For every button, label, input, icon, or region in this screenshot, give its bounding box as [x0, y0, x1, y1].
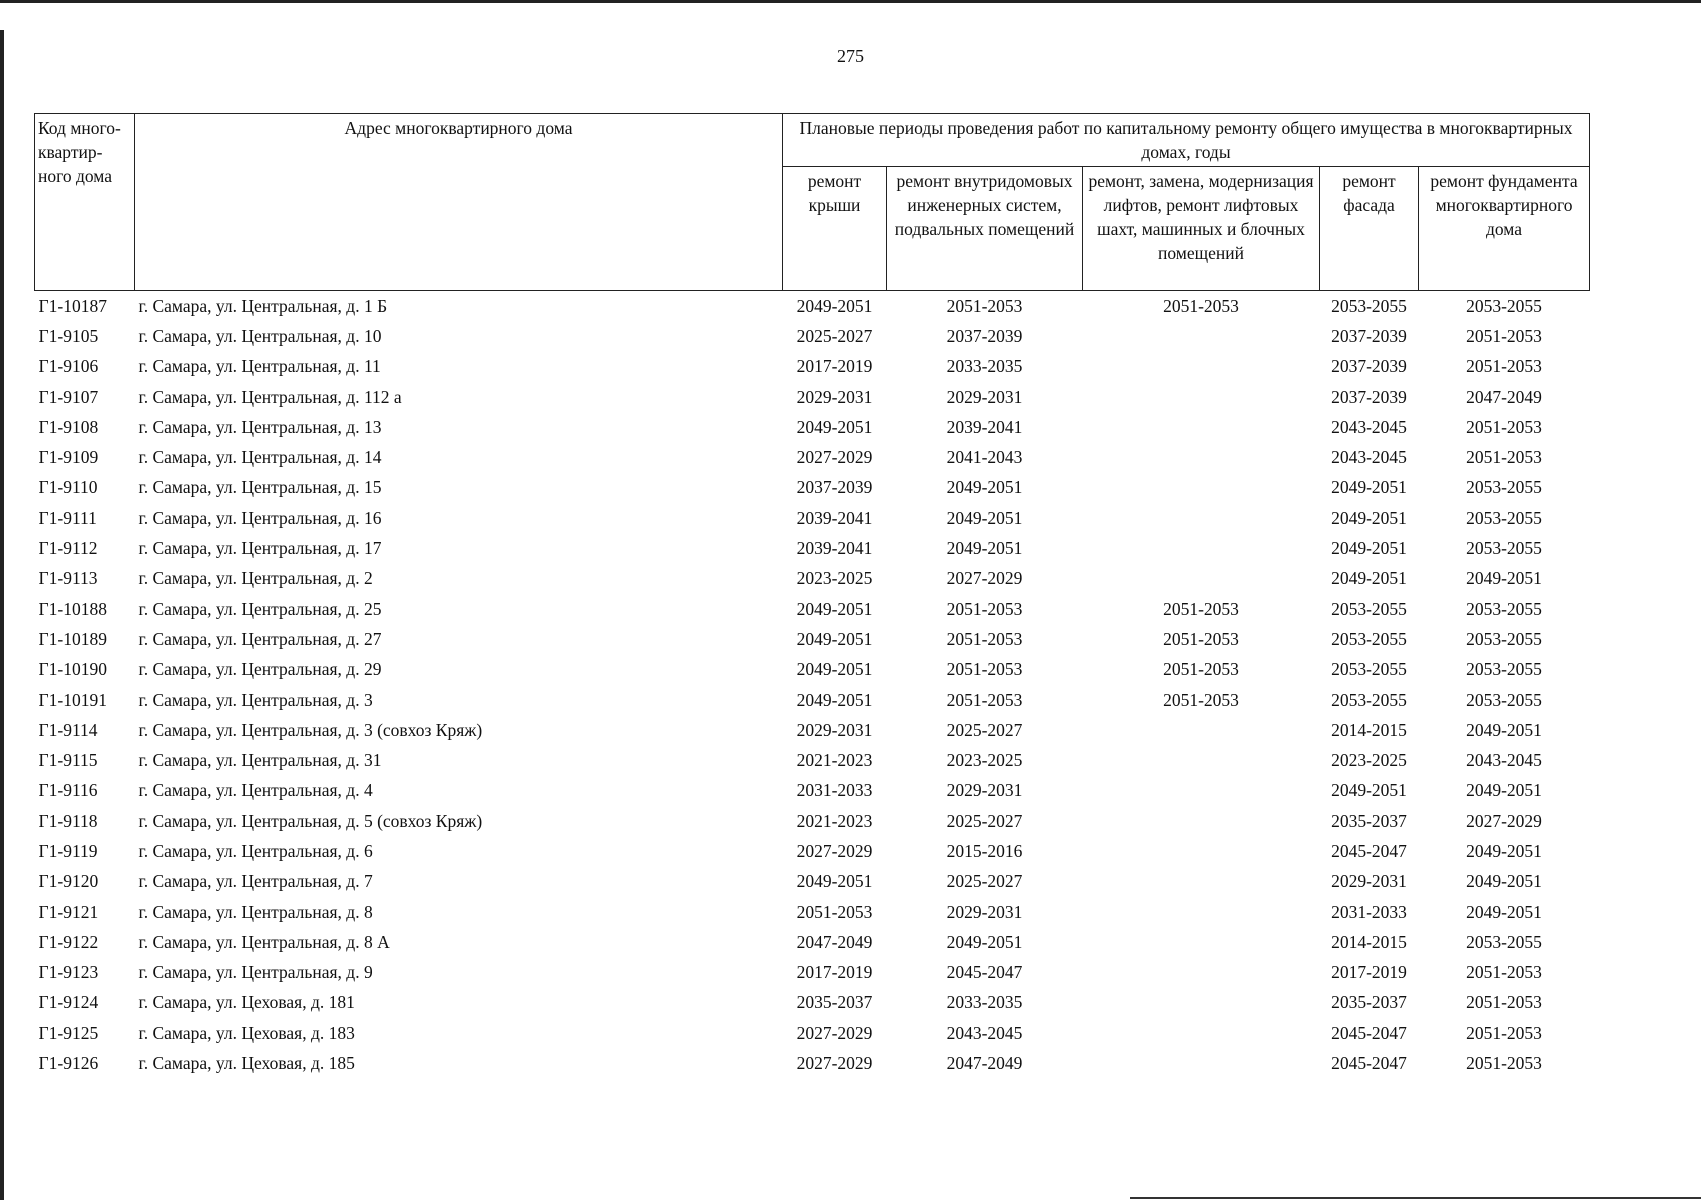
- cell-foundation: 2053-2055: [1466, 628, 1542, 649]
- table-row: [35, 503, 1590, 533]
- cell-code: Г1-9112: [38, 538, 98, 559]
- header-foundation: ремонт фундамента многоквартирного дома: [1419, 167, 1590, 291]
- scan-border-top: [0, 0, 1701, 3]
- cell-code: Г1-9123: [38, 962, 99, 983]
- cell-code: Г1-9110: [38, 477, 98, 498]
- cell-foundation: 2051-2053: [1466, 416, 1542, 437]
- cell-engineering: 2041-2043: [946, 447, 1023, 468]
- table-row: [35, 927, 1590, 957]
- table-row: [35, 442, 1590, 472]
- cell-facade: 2014-2015: [1331, 931, 1407, 952]
- cell-roof: 2031-2033: [796, 780, 873, 801]
- cell-address: г. Самара, ул. Центральная, д. 8 А: [138, 931, 390, 952]
- cell-roof: 2021-2023: [796, 810, 873, 831]
- cell-engineering: 2033-2035: [946, 356, 1023, 377]
- cell-elevators: 2051-2053: [1163, 659, 1239, 680]
- cell-foundation: 2051-2053: [1466, 356, 1542, 377]
- cell-engineering: 2051-2053: [946, 628, 1023, 649]
- cell-roof: 2049-2051: [796, 628, 873, 649]
- cell-elevators: 2051-2053: [1163, 295, 1239, 316]
- cell-roof: 2035-2037: [796, 992, 873, 1013]
- cell-elevators: [1083, 988, 1320, 1018]
- cell-engineering: 2049-2051: [946, 477, 1023, 498]
- cell-address: г. Самара, ул. Центральная, д. 13: [138, 416, 382, 437]
- table-row: [35, 533, 1590, 563]
- cell-foundation: 2051-2053: [1466, 447, 1542, 468]
- cell-foundation: 2049-2051: [1466, 901, 1542, 922]
- cell-foundation: 2053-2055: [1466, 659, 1542, 680]
- cell-engineering: 2025-2027: [946, 871, 1023, 892]
- cell-foundation: 2049-2051: [1466, 568, 1542, 589]
- cell-roof: 2049-2051: [796, 659, 873, 680]
- cell-roof: 2025-2027: [796, 325, 873, 346]
- cell-foundation: 2049-2051: [1466, 780, 1542, 801]
- cell-foundation: 2049-2051: [1466, 840, 1542, 861]
- table-row: [35, 1018, 1590, 1048]
- cell-code: Г1-9113: [38, 568, 98, 589]
- table-row: [35, 412, 1590, 442]
- cell-engineering: 2051-2053: [946, 295, 1023, 316]
- cell-engineering: 2049-2051: [946, 507, 1023, 528]
- cell-facade: 2045-2047: [1331, 1053, 1407, 1074]
- cell-facade: 2043-2045: [1331, 416, 1407, 437]
- cell-roof: 2049-2051: [796, 689, 873, 710]
- table-row: [35, 564, 1590, 594]
- cell-foundation: 2027-2029: [1466, 810, 1542, 831]
- cell-elevators: [1083, 958, 1320, 988]
- cell-elevators: [1083, 806, 1320, 836]
- repair-schedule-table-container: [34, 113, 1589, 1079]
- cell-address: г. Самара, ул. Центральная, д. 5 (совхоз Кряж): [138, 810, 483, 831]
- cell-engineering: 2025-2027: [946, 719, 1023, 740]
- cell-elevators: 2051-2053: [1163, 598, 1239, 619]
- cell-roof: 2023-2025: [796, 568, 873, 589]
- cell-elevators: [1083, 927, 1320, 957]
- cell-code: Г1-9118: [38, 810, 98, 831]
- cell-code: Г1-9105: [38, 325, 99, 346]
- cell-address: г. Самара, ул. Центральная, д. 31: [138, 750, 382, 771]
- cell-facade: 2045-2047: [1331, 1022, 1407, 1043]
- cell-elevators: 2051-2053: [1163, 689, 1239, 710]
- cell-facade: 2053-2055: [1331, 628, 1407, 649]
- cell-engineering: 2051-2053: [946, 659, 1023, 680]
- cell-engineering: 2029-2031: [946, 780, 1023, 801]
- table-row: [35, 321, 1590, 351]
- cell-code: Г1-9126: [38, 1053, 99, 1074]
- cell-engineering: 2029-2031: [946, 386, 1023, 407]
- cell-foundation: 2053-2055: [1466, 931, 1542, 952]
- cell-code: Г1-9115: [38, 750, 98, 771]
- cell-roof: 2039-2041: [796, 507, 873, 528]
- cell-facade: 2035-2037: [1331, 992, 1407, 1013]
- cell-engineering: 2051-2053: [946, 689, 1023, 710]
- cell-foundation: 2051-2053: [1466, 325, 1542, 346]
- cell-roof: 2021-2023: [796, 750, 873, 771]
- cell-engineering: 2051-2053: [946, 598, 1023, 619]
- cell-code: Г1-10189: [38, 628, 107, 649]
- cell-elevators: [1083, 442, 1320, 472]
- header-elevators: ремонт, замена, модернизация лифтов, ремонт лифтовых шахт, машинных и блочных помещений: [1083, 167, 1320, 291]
- cell-address: г. Самара, ул. Центральная, д. 11: [138, 356, 381, 377]
- scan-border-left: [0, 30, 4, 1200]
- cell-facade: 2049-2051: [1331, 477, 1407, 498]
- cell-elevators: [1083, 321, 1320, 351]
- cell-facade: 2037-2039: [1331, 325, 1407, 346]
- cell-facade: 2053-2055: [1331, 659, 1407, 680]
- table-row: [35, 806, 1590, 836]
- cell-code: Г1-9121: [38, 901, 99, 922]
- table-row: [35, 1048, 1590, 1078]
- cell-address: г. Самара, ул. Цеховая, д. 185: [138, 1053, 355, 1074]
- cell-foundation: 2053-2055: [1466, 538, 1542, 559]
- table-row: [35, 352, 1590, 382]
- cell-code: Г1-10191: [38, 689, 107, 710]
- cell-code: Г1-10188: [38, 598, 107, 619]
- cell-foundation: 2047-2049: [1466, 386, 1542, 407]
- table-row: [35, 715, 1590, 745]
- cell-elevators: [1083, 564, 1320, 594]
- cell-engineering: 2029-2031: [946, 901, 1023, 922]
- header-planned-periods: Плановые периоды проведения работ по капитальному ремонту общего имущества в многоквартирных домах, годы: [783, 114, 1590, 167]
- cell-address: г. Самара, ул. Центральная, д. 9: [138, 962, 373, 983]
- table-row: [35, 958, 1590, 988]
- cell-engineering: 2045-2047: [946, 962, 1023, 983]
- cell-engineering: 2033-2035: [946, 992, 1023, 1013]
- cell-code: Г1-9120: [38, 871, 99, 892]
- header-address: Адрес многоквартирного дома: [135, 114, 783, 291]
- cell-roof: 2049-2051: [796, 416, 873, 437]
- cell-elevators: [1083, 897, 1320, 927]
- cell-code: Г1-10190: [38, 659, 107, 680]
- cell-facade: 2037-2039: [1331, 356, 1407, 377]
- table-row: [35, 624, 1590, 654]
- table-row: [35, 867, 1590, 897]
- cell-facade: 2053-2055: [1331, 295, 1407, 316]
- cell-engineering: 2025-2027: [946, 810, 1023, 831]
- cell-engineering: 2039-2041: [946, 416, 1023, 437]
- cell-code: Г1-9122: [38, 931, 99, 952]
- cell-code: Г1-9125: [38, 1022, 99, 1043]
- cell-code: Г1-9114: [38, 719, 98, 740]
- cell-address: г. Самара, ул. Центральная, д. 2: [138, 568, 373, 589]
- cell-address: г. Самара, ул. Центральная, д. 1 Б: [138, 295, 388, 316]
- cell-foundation: 2053-2055: [1466, 477, 1542, 498]
- cell-foundation: 2051-2053: [1466, 962, 1542, 983]
- cell-facade: 2043-2045: [1331, 447, 1407, 468]
- cell-elevators: [1083, 1018, 1320, 1048]
- cell-roof: 2027-2029: [796, 447, 873, 468]
- cell-facade: 2014-2015: [1331, 719, 1407, 740]
- cell-engineering: 2037-2039: [946, 325, 1023, 346]
- cell-facade: 2053-2055: [1331, 689, 1407, 710]
- cell-facade: 2053-2055: [1331, 598, 1407, 619]
- cell-roof: 2051-2053: [796, 901, 873, 922]
- cell-elevators: [1083, 1048, 1320, 1078]
- cell-address: г. Самара, ул. Центральная, д. 112 а: [138, 386, 402, 407]
- cell-roof: 2049-2051: [796, 871, 873, 892]
- cell-foundation: 2053-2055: [1466, 295, 1542, 316]
- cell-foundation: 2049-2051: [1466, 871, 1542, 892]
- cell-address: г. Самара, ул. Центральная, д. 15: [138, 477, 382, 498]
- cell-address: г. Самара, ул. Цеховая, д. 183: [138, 1022, 355, 1043]
- cell-address: г. Самара, ул. Центральная, д. 3 (совхоз Кряж): [138, 719, 483, 740]
- cell-foundation: 2053-2055: [1466, 689, 1542, 710]
- header-facade: ремонт фасада: [1320, 167, 1419, 291]
- cell-address: г. Самара, ул. Центральная, д. 17: [138, 538, 382, 559]
- cell-elevators: [1083, 382, 1320, 412]
- cell-engineering: 2049-2051: [946, 931, 1023, 952]
- cell-roof: 2027-2029: [796, 1053, 873, 1074]
- cell-foundation: 2049-2051: [1466, 719, 1542, 740]
- cell-address: г. Самара, ул. Цеховая, д. 181: [138, 992, 355, 1013]
- cell-facade: 2049-2051: [1331, 538, 1407, 559]
- cell-address: г. Самара, ул. Центральная, д. 16: [138, 507, 382, 528]
- cell-roof: 2017-2019: [796, 356, 873, 377]
- cell-foundation: 2053-2055: [1466, 507, 1542, 528]
- cell-roof: 2027-2029: [796, 1022, 873, 1043]
- cell-address: г. Самара, ул. Центральная, д. 10: [138, 325, 382, 346]
- header-engineering: ремонт внутридомовых инженерных систем, подвальных помещений: [887, 167, 1083, 291]
- table-row: [35, 745, 1590, 775]
- table-row: [35, 897, 1590, 927]
- repair-schedule-table: [34, 113, 1590, 1079]
- cell-elevators: 2051-2053: [1163, 628, 1239, 649]
- cell-foundation: 2043-2045: [1466, 750, 1542, 771]
- cell-facade: 2023-2025: [1331, 750, 1407, 771]
- table-row: [35, 776, 1590, 806]
- table-header: [35, 114, 1590, 291]
- cell-facade: 2049-2051: [1331, 507, 1407, 528]
- cell-address: г. Самара, ул. Центральная, д. 29: [138, 659, 382, 680]
- cell-address: г. Самара, ул. Центральная, д. 7: [138, 871, 373, 892]
- cell-engineering: 2043-2045: [946, 1022, 1023, 1043]
- cell-roof: 2037-2039: [796, 477, 873, 498]
- cell-address: г. Самара, ул. Центральная, д. 27: [138, 628, 382, 649]
- cell-facade: 2049-2051: [1331, 568, 1407, 589]
- cell-address: г. Самара, ул. Центральная, д. 6: [138, 840, 373, 861]
- cell-address: г. Самара, ул. Центральная, д. 8: [138, 901, 373, 922]
- cell-engineering: 2027-2029: [946, 568, 1023, 589]
- cell-engineering: 2049-2051: [946, 538, 1023, 559]
- cell-address: г. Самара, ул. Центральная, д. 14: [138, 447, 382, 468]
- table-row: [35, 291, 1590, 322]
- table-row: [35, 836, 1590, 866]
- cell-code: Г1-9111: [38, 507, 97, 528]
- cell-elevators: [1083, 473, 1320, 503]
- cell-roof: 2049-2051: [796, 598, 873, 619]
- cell-code: Г1-10187: [38, 295, 107, 316]
- cell-code: Г1-9106: [38, 356, 99, 377]
- cell-code: Г1-9107: [38, 386, 99, 407]
- table-row: [35, 685, 1590, 715]
- cell-elevators: [1083, 745, 1320, 775]
- cell-elevators: [1083, 412, 1320, 442]
- cell-roof: 2017-2019: [796, 962, 873, 983]
- header-code: Код много-квартир-ного дома: [35, 114, 135, 291]
- cell-facade: 2049-2051: [1331, 780, 1407, 801]
- cell-engineering: 2023-2025: [946, 750, 1023, 771]
- cell-foundation: 2051-2053: [1466, 1022, 1542, 1043]
- cell-elevators: [1083, 867, 1320, 897]
- page-number: 275: [837, 46, 864, 66]
- cell-roof: 2029-2031: [796, 386, 873, 407]
- table-body: [35, 291, 1590, 1079]
- cell-elevators: [1083, 776, 1320, 806]
- cell-code: Г1-9124: [38, 992, 99, 1013]
- cell-facade: 2029-2031: [1331, 871, 1407, 892]
- cell-elevators: [1083, 836, 1320, 866]
- cell-facade: 2045-2047: [1331, 840, 1407, 861]
- cell-roof: 2049-2051: [796, 295, 873, 316]
- cell-foundation: 2053-2055: [1466, 598, 1542, 619]
- cell-roof: 2027-2029: [796, 840, 873, 861]
- scan-border-bottom: [1130, 1197, 1701, 1199]
- cell-facade: 2035-2037: [1331, 810, 1407, 831]
- cell-code: Г1-9108: [38, 416, 99, 437]
- table-row: [35, 594, 1590, 624]
- header-roof: ремонт крыши: [783, 167, 887, 291]
- cell-elevators: [1083, 715, 1320, 745]
- cell-facade: 2017-2019: [1331, 962, 1407, 983]
- cell-engineering: 2047-2049: [946, 1053, 1023, 1074]
- cell-address: г. Самара, ул. Центральная, д. 3: [138, 689, 373, 710]
- table-row: [35, 655, 1590, 685]
- cell-address: г. Самара, ул. Центральная, д. 4: [138, 780, 373, 801]
- cell-elevators: [1083, 503, 1320, 533]
- cell-roof: 2047-2049: [796, 931, 873, 952]
- table-row: [35, 382, 1590, 412]
- cell-facade: 2031-2033: [1331, 901, 1407, 922]
- cell-foundation: 2051-2053: [1466, 992, 1542, 1013]
- table-row: [35, 473, 1590, 503]
- cell-roof: 2029-2031: [796, 719, 873, 740]
- cell-code: Г1-9119: [38, 840, 98, 861]
- cell-elevators: [1083, 352, 1320, 382]
- cell-elevators: [1083, 533, 1320, 563]
- table-row: [35, 988, 1590, 1018]
- cell-code: Г1-9116: [38, 780, 98, 801]
- cell-facade: 2037-2039: [1331, 386, 1407, 407]
- cell-engineering: 2015-2016: [946, 840, 1023, 861]
- cell-code: Г1-9109: [38, 447, 99, 468]
- cell-address: г. Самара, ул. Центральная, д. 25: [138, 598, 382, 619]
- cell-foundation: 2051-2053: [1466, 1053, 1542, 1074]
- cell-roof: 2039-2041: [796, 538, 873, 559]
